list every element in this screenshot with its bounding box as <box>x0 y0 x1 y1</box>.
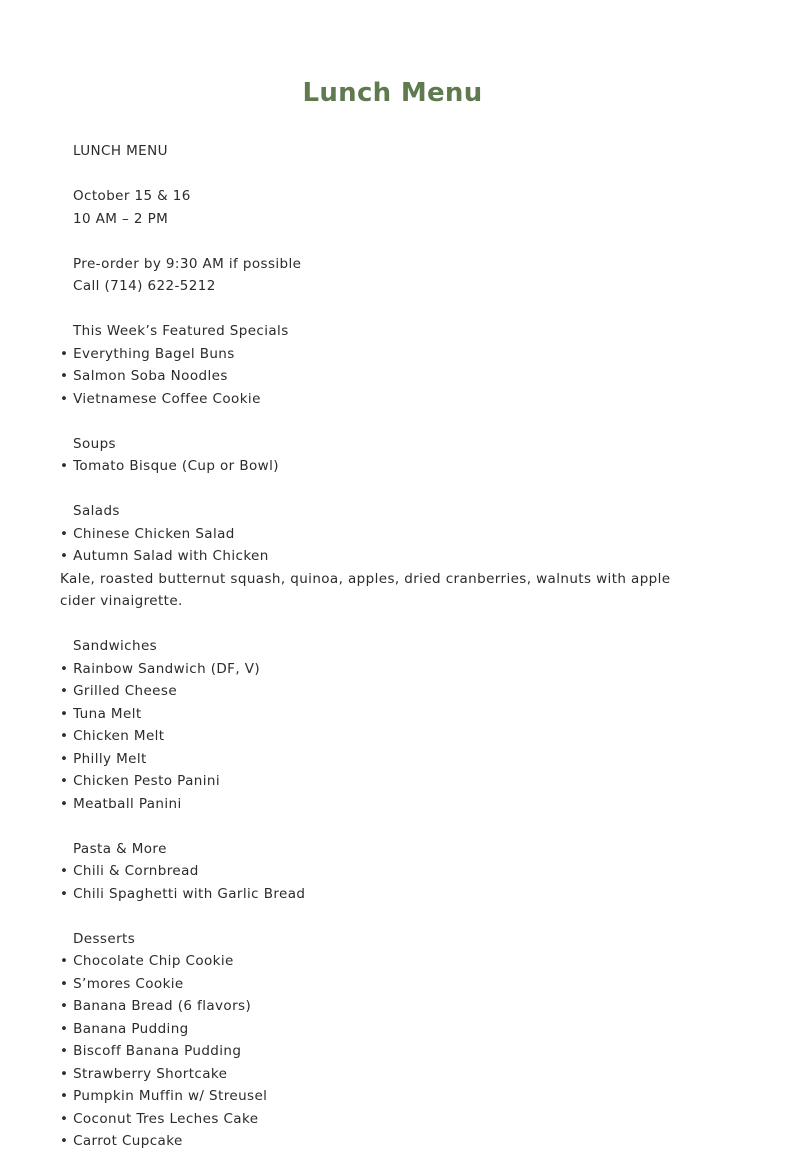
menu-item: • Salmon Soba Noodles <box>60 365 710 388</box>
menu-item: • Chicken Melt <box>60 725 710 748</box>
page-title: Lunch Menu <box>302 78 483 109</box>
menu-item: • Banana Bread (6 flavors) <box>60 995 710 1018</box>
menu-item: • Chicken Pesto Panini <box>60 770 710 793</box>
menu-item: • Strawberry Shortcake <box>60 1063 710 1086</box>
section-heading-salads: Salads <box>73 503 120 519</box>
spacer <box>60 298 710 321</box>
salad-description: Kale, roasted butternut squash, quinoa, apples, dried cranberries, walnuts with apple cider vinaigrette. <box>60 570 671 609</box>
preorder-note: Pre-order by 9:30 AM if possible <box>73 255 302 272</box>
phone-number: Call (714) 622-5212 <box>73 278 216 294</box>
spacer <box>60 905 710 928</box>
menu-body <box>60 140 710 1153</box>
menu-item: • Meatball Panini <box>60 793 710 816</box>
section-heading-soups: Soups <box>73 435 116 452</box>
menu-item: • Coconut Tres Leches Cake <box>60 1108 710 1131</box>
menu-item: • Carrot Cupcake <box>60 1130 710 1153</box>
event-dates: October 15 & 16 <box>73 188 191 204</box>
menu-item: • Chili & Cornbread <box>60 860 710 883</box>
menu-item: • Chocolate Chip Cookie <box>60 950 710 973</box>
spacer <box>60 410 710 433</box>
spacer <box>60 613 710 636</box>
menu-item: • Biscoff Banana Pudding <box>60 1040 710 1063</box>
section-heading-sandwiches: Sandwiches <box>73 638 158 654</box>
menu-item: • Tomato Bisque (Cup or Bowl) <box>60 455 710 478</box>
menu-item: • Everything Bagel Buns <box>60 343 710 366</box>
section-heading-pasta: Pasta & More <box>73 840 167 857</box>
spacer <box>60 815 710 838</box>
spacer <box>60 478 710 501</box>
menu-item: • Banana Pudding <box>60 1018 710 1041</box>
menu-header-label: LUNCH MENU <box>73 143 168 159</box>
section-heading-specials: This Week’s Featured Specials <box>73 323 289 339</box>
spacer <box>60 163 710 186</box>
menu-item: • Grilled Cheese <box>60 680 710 703</box>
menu-item: • Pumpkin Muffin w/ Streusel <box>60 1085 710 1108</box>
menu-item: • Autumn Salad with Chicken <box>60 545 710 568</box>
menu-item: • Vietnamese Coffee Cookie <box>60 388 710 411</box>
section-heading-desserts: Desserts <box>73 930 136 947</box>
spacer <box>60 230 710 253</box>
menu-item: • S’mores Cookie <box>60 973 710 996</box>
menu-item: • Chili Spaghetti with Garlic Bread <box>60 883 710 906</box>
event-hours: 10 AM – 2 PM <box>73 210 169 227</box>
menu-item: • Philly Melt <box>60 748 710 771</box>
menu-item: • Rainbow Sandwich (DF, V) <box>60 658 710 681</box>
menu-item: • Chinese Chicken Salad <box>60 523 710 546</box>
menu-item: • Tuna Melt <box>60 703 710 726</box>
